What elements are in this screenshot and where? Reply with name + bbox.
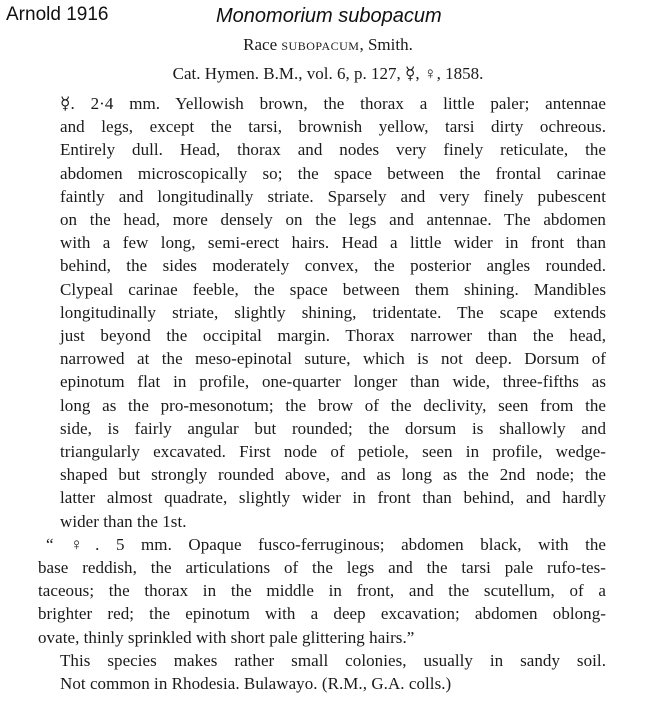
species-title: Monomorium subopacum bbox=[216, 5, 442, 27]
text-line: Not common in Rhodesia. Bulawayo. (R.M., G.A. colls.) bbox=[60, 674, 452, 694]
text-line: behind, the sides moderately convex, the posterior angles rounded. bbox=[60, 256, 606, 276]
text-line: with a few long, semi-erect hairs. Head a little wider in front than bbox=[60, 233, 606, 253]
text-line: long as the pro-mesonotum; the brow of the declivity, seen from the bbox=[60, 395, 606, 415]
race-name: subopacum bbox=[281, 35, 360, 54]
text-line: shaped but strongly rounded above, and as long as the 2nd node; the bbox=[60, 465, 606, 485]
race-suffix: , Smith. bbox=[359, 35, 413, 54]
worker-description bbox=[38, 92, 606, 533]
text-line: This species makes rather small colonies, usually in sandy soil. bbox=[60, 650, 606, 670]
race-prefix: Race bbox=[243, 35, 278, 54]
text-line: just beyond the occipital margin. Thorax narrower than the head, bbox=[60, 326, 606, 346]
text-line: abdomen microscopically so; the space between the frontal carinae bbox=[60, 163, 606, 183]
citation-line: Cat. Hymen. B.M., vol. 6, p. 127, ☿, ♀, 1858. bbox=[172, 64, 484, 83]
text-line: latter almost quadrate, slightly wider in front than behind, and hardly bbox=[60, 488, 606, 508]
text-line: triangularly excavated. First node of petiole, seen in profile, wedge- bbox=[60, 442, 606, 462]
text-line: Entirely dull. Head, thorax and nodes very finely reticulate, the bbox=[60, 140, 606, 160]
text-line: taceous; the thorax in the middle in front, and the scutellum, of a bbox=[38, 581, 606, 601]
text-line: Clypeal carinae feeble, the space between them shining. Mandibles bbox=[60, 279, 606, 299]
text-line: ovate, thinly sprinkled with short pale glittering hairs.” bbox=[38, 627, 415, 647]
race-line bbox=[0, 35, 656, 55]
text-line: side, is fairly angular but rounded; the dorsum is shallowly and bbox=[60, 418, 606, 438]
closing-note bbox=[38, 649, 606, 695]
text-line: brighter red; the epinotum with a deep excavation; abdomen oblong- bbox=[38, 604, 606, 624]
text-line: “ ♀. 5 mm. Opaque fusco-ferruginous; abdomen black, with the bbox=[46, 534, 606, 554]
text-line: faintly and longitudinally striate. Sparsely and very finely pubescent bbox=[60, 186, 606, 206]
description-body bbox=[38, 92, 606, 695]
text-line: ☿. 2·4 mm. Yellowish brown, the thorax a little paler; antennae bbox=[60, 94, 606, 113]
text-line: and legs, except the tarsi, brownish yellow, tarsi dirty ochreous. bbox=[60, 117, 606, 137]
text-line: narrowed at the meso-epinotal suture, which is not deep. Dorsum of bbox=[60, 349, 606, 369]
female-description bbox=[38, 533, 606, 649]
text-line: base reddish, the articulations of the legs and the tarsi pale rufo-tes- bbox=[38, 558, 606, 578]
text-line: longitudinally striate, slightly shining, tridentate. The scape extends bbox=[60, 302, 606, 322]
text-line: on the head, more densely on the legs and antennae. The abdomen bbox=[60, 210, 606, 230]
text-line: epinotum flat in profile, one-quarter longer than wide, three-fifths as bbox=[60, 372, 606, 392]
author-year-label: Arnold 1916 bbox=[6, 4, 109, 25]
text-line: wider than the 1st. bbox=[60, 511, 187, 531]
